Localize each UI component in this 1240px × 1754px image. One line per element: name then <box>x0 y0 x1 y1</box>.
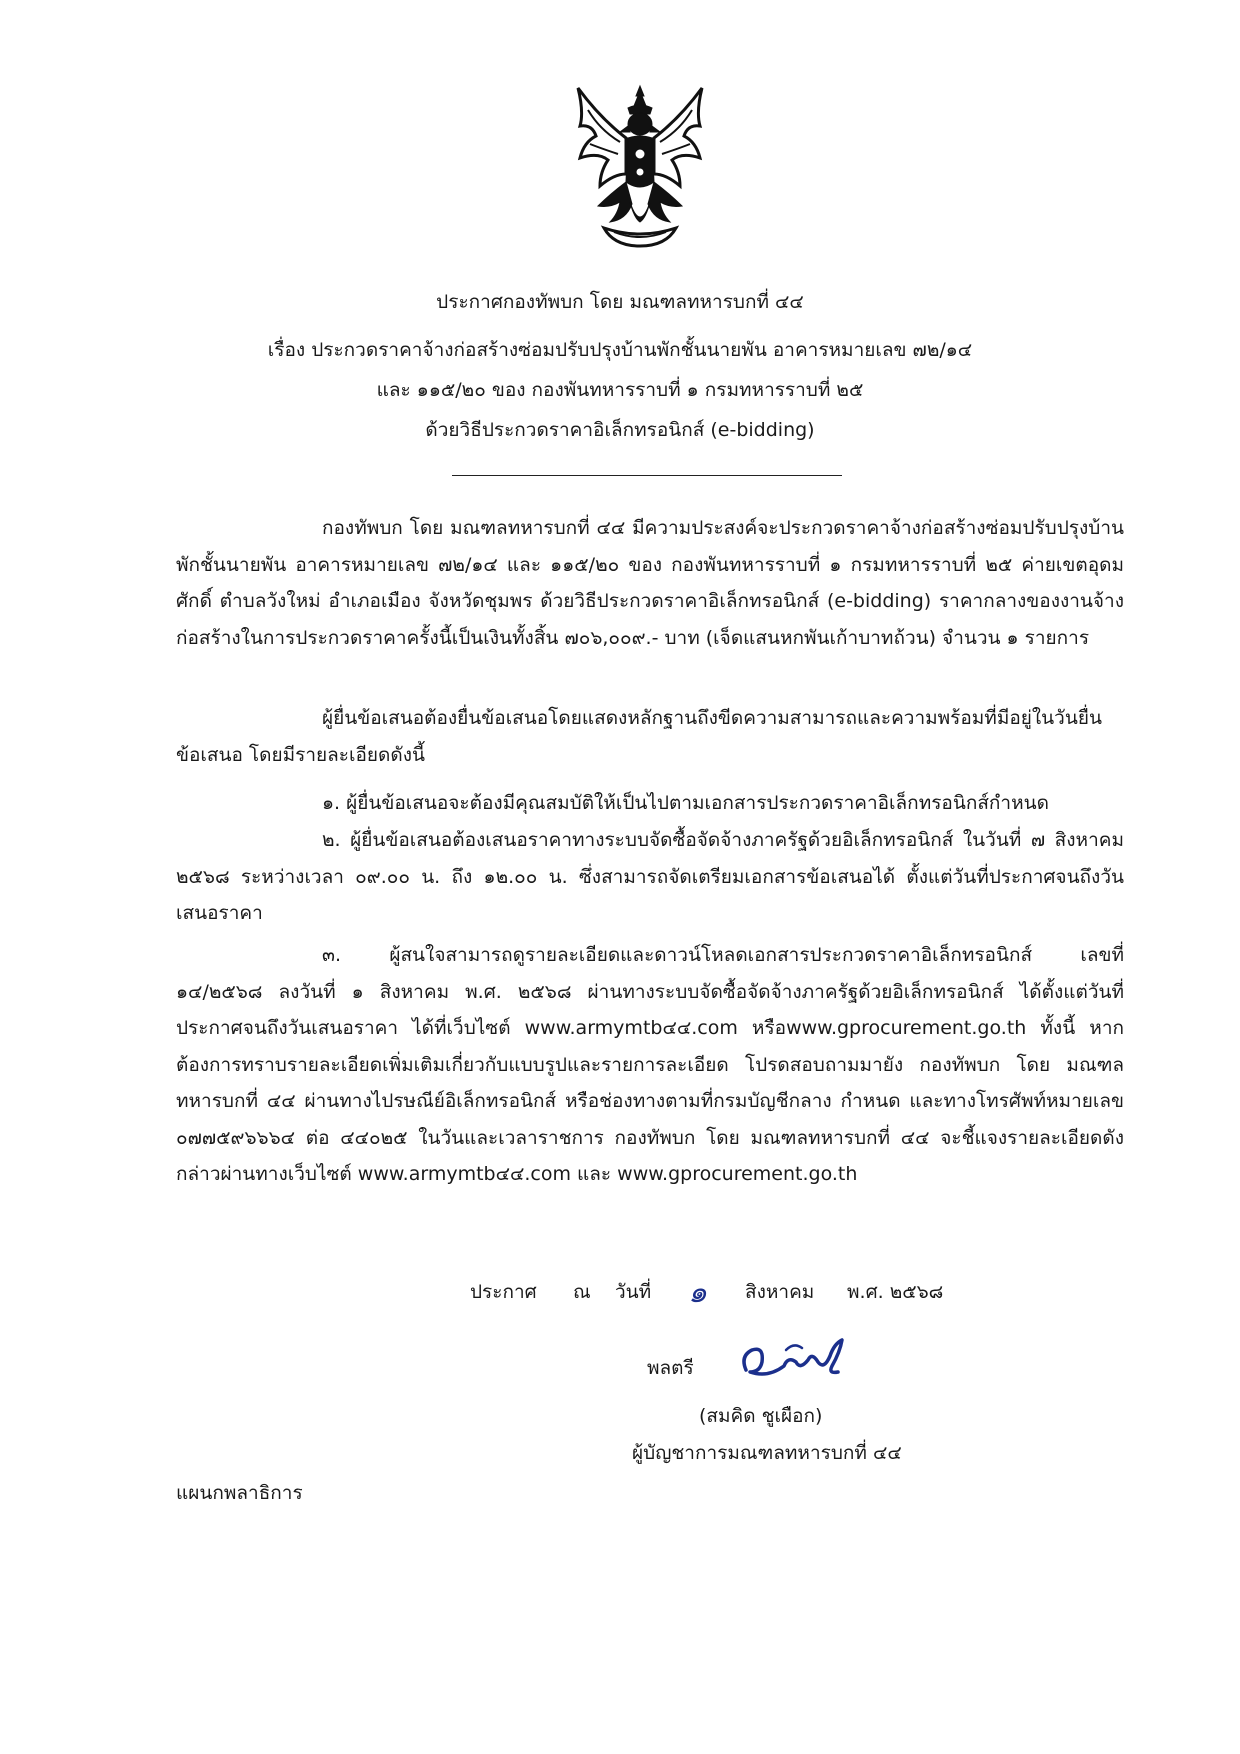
subject-line-1: เรื่อง ประกวดราคาจ้างก่อสร้างซ่อมปรับปรุงบ้านพักชั้นนายพัน อาคารหมายเลข ๗๒/๑๔ <box>267 339 973 361</box>
handwritten-signature <box>738 1332 850 1384</box>
intro-paragraph: กองทัพบก โดย มณฑลทหารบกที่ ๔๔ มีความประสงค์จะประกวดราคาจ้างก่อสร้างซ่อมปรับปรุงบ้านพักชั้นนายพัน อาคารหมายเลข ๗๒/๑๔ และ ๑๑๕/๒๐ ของ กองพันทหารราบที่ ๑ กรมทหารราบที่ ๒๕ ค่ายเขตอุดมศักดิ์ ตำบลวังใหม่ อำเภอเมือง จังหวัดชุมพร ด้วยวิธีประกวดราคาอิเล็กทรอนิกส์ (e-bidding) ราคากลางของงานจ้างก่อสร้างในการประกวดราคาครั้งนี้เป็นเงินทั้งสิ้น ๗๐๖,๐๐๙.- บาท (เจ็ดแสนหกพันเก้าบาทถ้วน) จำนวน ๑ รายการ <box>176 517 1124 649</box>
month-text: สิงหาคม <box>745 1281 815 1303</box>
day-label: วันที่ <box>615 1281 652 1303</box>
handwritten-day: ๑ <box>688 1275 708 1310</box>
signer-title: ผู้บัญชาการมณฑลทหารบกที่ ๔๔ <box>632 1442 902 1464</box>
item-3-paragraph: ๓. ผู้สนใจสามารถดูรายละเอียดและดาวน์โหลดเอกสารประกวดราคาอิเล็กทรอนิกส์ เลขที่ ๑๔/๒๕๖๘ ลงวันที่ ๑ สิงหาคม พ.ศ. ๒๕๖๘ ผ่านทางระบบจัดซื้อจัดจ้างภาครัฐด้วยอิเล็กทรอนิกส์ ได้ตั้งแต่วันที่ ประกาศจนถึงวันเสนอราคา ได้ที่เว็บไซต์ www.armymtb๔๔.com หรือwww.gprocurement.go.th ทั้งนี้ หากต้องการทราบรายละเอียดเพิ่มเติมเกี่ยวกับแบบรูปและรายการละเอียด โปรดสอบถามมายัง กองทัพบก โดย มณฑลทหารบกที่ ๔๔ ผ่านทางไปรษณีย์อิเล็กทรอนิกส์ หรือช่องทางตามที่กรมบัญชีกลาง กำหนด และทางโทรศัพท์หมายเลข ๐๗๗๕๙๖๖๖๔ ต่อ ๔๔๐๒๕ ในวันและเวลาราชการ กองทัพบก โดย มณฑลทหารบกที่ ๔๔ จะชี้แจงรายละเอียดดังกล่าวผ่านทางเว็บไซต์ www.armymtb๔๔.com และ www.gprocurement.go.th <box>176 944 1124 1185</box>
year-text: พ.ศ. ๒๕๖๘ <box>847 1281 944 1303</box>
subject-line-2: และ ๑๑๕/๒๐ ของ กองพันทหารราบที่ ๑ กรมทหารราบที่ ๒๕ <box>376 379 864 401</box>
subject-line-3: ด้วยวิธีประกวดราคาอิเล็กทรอนิกส์ (e-bidding) <box>425 419 815 441</box>
garuda-emblem-svg <box>570 82 710 250</box>
announcement-date-row <box>0 1277 1240 1317</box>
signature-svg <box>738 1332 850 1384</box>
signer-name: (สมคิด ชูเผือก) <box>699 1405 823 1427</box>
at-word: ณ <box>573 1281 591 1303</box>
issuing-department: แผนกพลาธิการ <box>176 1482 303 1504</box>
title-divider <box>452 475 842 476</box>
garuda-emblem-icon <box>570 82 710 250</box>
requirement-paragraph: ผู้ยื่นข้อเสนอต้องยื่นข้อเสนอโดยแสดงหลักฐานถึงขีดความสามารถและความพร้อมที่มีอยู่ในวันยื่นข้อเสนอ โดยมีรายละเอียดดังนี้ <box>176 707 1102 766</box>
item-2-paragraph: ๒. ผู้ยื่นข้อเสนอต้องเสนอราคาทางระบบจัดซื้อจัดจ้างภาครัฐด้วยอิเล็กทรอนิกส์ ในวันที่ ๗ สิงหาคม ๒๕๖๘ ระหว่างเวลา ๐๙.๐๐ น. ถึง ๑๒.๐๐ น. ซึ่งสามารถจัดเตรียมเอกสารข้อเสนอได้ ตั้งแต่วันที่ประกาศจนถึงวันเสนอราคา <box>176 829 1124 924</box>
announcement-authority: ประกาศกองทัพบก โดย มณฑลทหารบกที่ ๔๔ <box>436 291 804 313</box>
signer-rank: พลตรี <box>647 1357 694 1379</box>
item-1-paragraph: ๑. ผู้ยื่นข้อเสนอจะต้องมีคุณสมบัติให้เป็นไปตามเอกสารประกวดราคาอิเล็กทรอนิกส์กำหนด <box>322 792 1049 814</box>
announce-word: ประกาศ <box>470 1281 537 1303</box>
